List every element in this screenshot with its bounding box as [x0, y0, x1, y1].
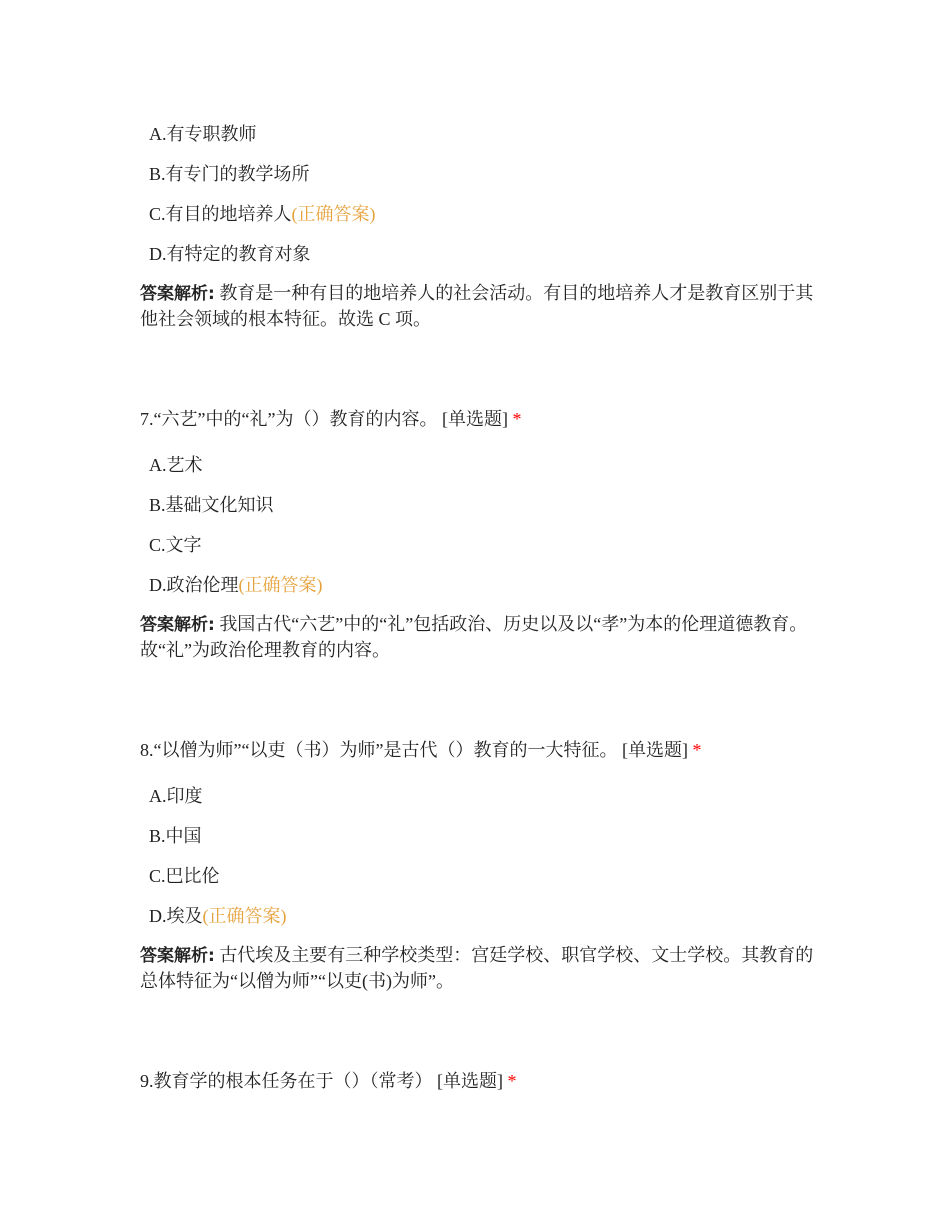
analysis-label: 答案解析: — [140, 946, 215, 966]
correct-answer-mark: (正确答案) — [202, 906, 287, 926]
question-type: [单选题] — [441, 409, 508, 429]
q8-option-d: D.埃及(正确答案) — [149, 906, 287, 926]
q6-option-c: C.有目的地培养人(正确答案) — [149, 204, 376, 224]
required-marker: * — [512, 409, 522, 429]
q8-option-b: B.中国 — [149, 826, 202, 846]
q6-analysis — [140, 281, 820, 332]
analysis-text: 教育是一种有目的地培养人的社会活动。有目的地培养人才是教育区别于其他社会领域的根本特征。故选 C 项。 — [140, 283, 814, 329]
correct-answer-mark: (正确答案) — [291, 204, 376, 224]
q8-analysis — [140, 943, 820, 994]
q9-title: 9.教育学的根本任务在于（）（常考） [单选题] * — [140, 1071, 517, 1091]
q6-option-d: D.有特定的教育对象 — [149, 244, 311, 264]
q7-option-b: B.基础文化知识 — [149, 495, 274, 515]
q8-title: 8.“以僧为师”“以吏（书）为师”是古代（）教育的一大特征。 [单选题] * — [140, 740, 702, 760]
required-marker: * — [507, 1071, 517, 1091]
q7-option-a: A.艺术 — [149, 455, 203, 475]
q7-title: 7.“六艺”中的“礼”为（）教育的内容。 [单选题] * — [140, 409, 522, 429]
q8-option-a: A.印度 — [149, 786, 203, 806]
analysis-text: 我国古代“六艺”中的“礼”包括政治、历史以及以“孝”为本的伦理道德教育。故“礼”为政治伦理教育的内容。 — [140, 614, 808, 660]
q8-option-c: C.巴比伦 — [149, 866, 220, 886]
q7-analysis — [140, 612, 820, 663]
q6-option-a: A.有专职教师 — [149, 124, 257, 144]
analysis-label: 答案解析: — [140, 615, 215, 635]
analysis-text: 古代埃及主要有三种学校类型：宫廷学校、职官学校、文士学校。其教育的总体特征为“以僧为师”“以吏(书)为师”。 — [140, 945, 814, 991]
q6-option-b: B.有专门的教学场所 — [149, 164, 310, 184]
analysis-label: 答案解析: — [140, 284, 215, 304]
question-type: [单选题] — [621, 740, 688, 760]
q7-option-d: D.政治伦理(正确答案) — [149, 575, 323, 595]
q7-option-c: C.文字 — [149, 535, 202, 555]
question-type: [单选题] — [437, 1071, 503, 1091]
correct-answer-mark: (正确答案) — [238, 575, 323, 595]
required-marker: * — [692, 740, 702, 760]
